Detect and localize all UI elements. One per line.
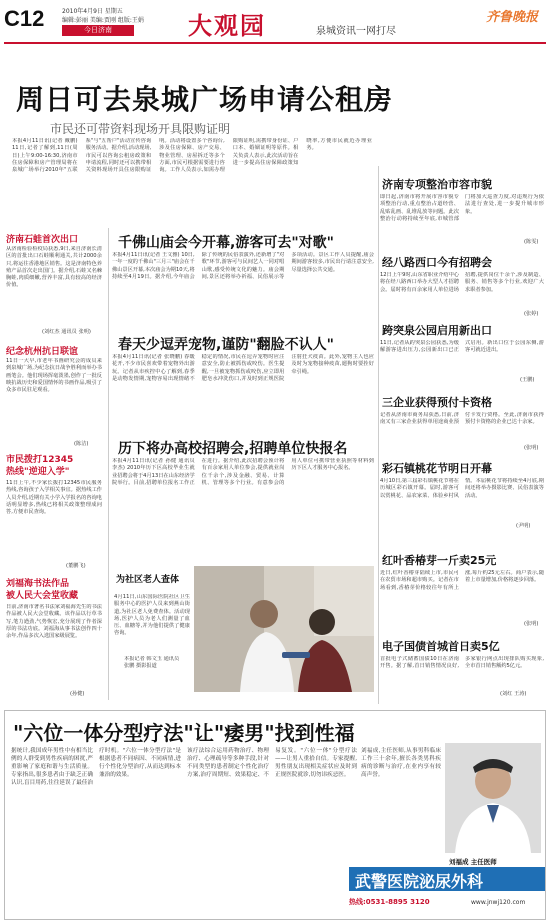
lead-body: 本报4月11日讯(记者 戴鹏) 11日,记者了解到,11日(周日)上午9:00-16:30,济南市住房保障和房产管理局将在泉城广场举行2010年"五联系"与"五帮户"活动宣传咨询服务活动。据介绍,活动现场,市民可以咨询公租房政策和申请流程,同时还可以携带相关资料现场开具住房限购证明。活动将设置多个咨询台,涉及住房保障、房产交易、物业管理、房屋拆迁等多个方面,市民可根据需要进行咨询。工作人员表示,如需办理限购证明,需携带身份证、户口本、婚姻证明等原件。相关负责人表示,此次活动旨在进一步提高住房保障政策知晓率,方便市民就近办理业务。 xyxy=(12,138,372,174)
right-item-title[interactable]: 红叶香椿芽一斤卖25元 xyxy=(382,554,497,567)
left-item-author: (孙健) xyxy=(70,691,85,697)
left-item-title[interactable]: 纪念杭州抗日联谊 xyxy=(6,347,79,357)
masthead-rule xyxy=(4,42,546,44)
right-item-body: 4月10日,第三届彩石镇桃花节将在历城区彩石镇开幕。届时,游客可以赏桃花、品农家菜、体验乡村风情。本届桃花节将持续至4月底,期间还将举办摄影比赛、民俗表演等活动。 xyxy=(380,478,544,499)
hospital-site[interactable]: www.jnwj120.com xyxy=(471,899,526,906)
right-item-body: 记者从济南市商务局获悉,日前,济南又有三家企业获得单用途商业预付卡发行资格。至此,济南市获得预付卡资格的企业已达十余家。 xyxy=(380,412,544,426)
left-item-title[interactable]: 刘福海书法作品 被人民大会堂收藏 xyxy=(6,579,79,601)
left-item-body: 从济南检验检疫局获悉,9日,来自济南长清区的首批出口石蛙顺利通关,共计2000余只,将运往香港地区销售。这是济南特色养殖产品首次走出国门。据介绍,石蛙又名棘胸蛙,肉质细嫩,营养丰富,具有较高的经济价值。 xyxy=(6,246,102,289)
left-column xyxy=(6,232,106,702)
lead-headline-box xyxy=(10,78,540,120)
right-item-body: 11日,记者从趵突泉公园获悉,为缓解游客进出压力,公园新出口已正式启用。新出口位于公园东侧,游客可就近进出。 xyxy=(380,340,544,354)
center-article3-headline[interactable]: 历下将办高校招聘会,招聘单位快报名 xyxy=(118,441,348,457)
right-item-author: (陈雯) xyxy=(524,239,539,245)
lead-headline: 周日可去泉城广场申请公租房 xyxy=(16,83,394,116)
doctor-illustration xyxy=(445,743,541,853)
staff-line: 编辑:彭丽 美编:贾刚 组版:王娟 xyxy=(62,17,144,24)
ad-body-left: 据统计,我国成年男性中有相当比例的人群受到男性疾病的困扰,严重影响了家庭和谐与生活质量。专家指出,很多患者由于缺乏正确认识,盲目用药,往往延误了最佳治疗时机。"六位一体分型疗法"是根据患者不同病因、不同病情,进行个性化分型治疗,从而达到标本兼治的效果。 xyxy=(11,748,181,786)
right-item-author: (刘红 王涛) xyxy=(500,691,527,697)
right-item-title[interactable]: 彩石镇桃花节明日开幕 xyxy=(382,462,492,475)
center-article3-body: 本报4月11日讯(记者 孙健 通讯员 李杰) 2010年历下区高校毕业生就业招聘会将于4月13日在山东经济学院举行。目前,招聘单位报名工作正在进行。据介绍,此次招聘会预计将有百余家用人单位参会,提供就业岗位千余个,涉及金融、贸易、计算机、管理等多个行业。有意参会的用人单位可携带营业执照等材料到历下区人才服务中心报名。 xyxy=(112,458,374,486)
left-item-body: 日前,济南市著名书法家刘福海先生的书法作品被人民大会堂收藏。该作品以行草书写,笔力遒劲,气势恢宏,充分展现了作者深厚的书法功底。刘福海从事书法创作四十余年,作品多次入选国家级展览。 xyxy=(6,604,102,640)
lead-subtitle: 市民还可带资料现场开具限购证明 xyxy=(50,122,231,136)
right-item-author: (尹明) xyxy=(516,523,531,529)
section-tab[interactable]: 今日济南 xyxy=(62,25,134,36)
ad-headline: "六位一体分型疗法"让"痿男"找到性福 xyxy=(13,721,355,745)
right-item-author: (张婷) xyxy=(524,311,539,317)
doctor-photo xyxy=(445,743,541,853)
right-item-author: (张明) xyxy=(524,621,539,627)
left-item-title[interactable]: 济南石蛙首次出口 xyxy=(6,235,79,245)
photo-caption-title: 为社区老人查体 xyxy=(116,575,180,585)
masthead xyxy=(0,0,550,50)
hospital-phone[interactable]: 热线:0531-8895 3120 xyxy=(349,898,430,906)
paper-name: 齐鲁晚报 xyxy=(486,10,539,25)
right-item-title[interactable]: 济南专项整治市容市貌 xyxy=(382,178,492,191)
date-line: 2010年4月9日 星期五 xyxy=(62,8,123,15)
center-article1-body: 本报4月11日讯(记者 王文雅) 10日,一年一度的千佛山"三月三"庙会在千佛山景区开幕,本次庙会为期10天,将持续至4月19日。据介绍,今年庙会除了传统的民俗表演外,还新增了"对歌"环节,游客可与民间艺人一同对唱山歌,感受传统文化的魅力。庙会期间,景区还将举办祈福、民俗展示等多项活动。景区工作人员提醒,庙会期间游客较多,市民出行请注意安全,尽量选择公共交通。 xyxy=(112,252,374,280)
right-column xyxy=(380,170,546,702)
page-code: C12 xyxy=(4,6,45,31)
right-item-title[interactable]: 电子国债首城首日卖5亿 xyxy=(382,640,500,653)
ad-block[interactable] xyxy=(4,710,546,920)
right-item-title[interactable]: 跨突泉公园启用新出口 xyxy=(382,324,492,337)
right-item-author: (王鹏) xyxy=(520,377,535,383)
right-item-body: 首批电子式储蓄国债10日在济南开售。据了解,首日销售情况良好,多家银行网点出现排队购买现象,全市首日销售额约5亿元。 xyxy=(380,656,544,670)
ad-body-right: 刘福成,主任医师,从事男科临床工作三十余年,擅长各类男科疾病的诊断与治疗,在业内享有较高声誉。 xyxy=(361,748,441,778)
ad-body-mid: 该疗法综合运用药物治疗、物理治疗、心理疏导等多种手段,针对不同类型的患者制定个性化治疗方案,治疗周期短、效果稳定、不易复发。"六位一体"分型疗法——让男人重拾自信。专家提醒,男性朋友出现相关症状应及时到正规医院就诊,切勿讳疾忌医。 xyxy=(187,748,357,778)
center-article2-headline[interactable]: 春天少逗弄宠物,谨防"翻脸不认人" xyxy=(118,337,334,353)
hospital-banner[interactable] xyxy=(349,867,545,891)
hospital-name: 武警医院泌尿外科 xyxy=(355,872,484,891)
community-photo xyxy=(194,566,374,692)
photo-caption-body: 4月11日,山东国际医院社区卫生服务中心的医护人员来到燕山街道,为社区老人免费查体。活动现场,医护人员为老人们测量了血压、血糖等,并为他们提供了健康咨询。 xyxy=(114,594,190,637)
column-divider xyxy=(108,228,109,700)
section-brand: 大观园 xyxy=(188,11,266,40)
left-item-author: (刘红杰 通讯员 张明) xyxy=(42,329,91,335)
photo-illustration xyxy=(194,566,374,692)
center-article1-headline[interactable]: 千佛山庙会今开幕,游客可去"对歌" xyxy=(118,235,334,251)
left-item-title[interactable]: 市民拨打12345 热线"逆迎入学" xyxy=(6,455,74,477)
right-item-title[interactable]: 三企业获得预付卡资格 xyxy=(382,396,492,409)
right-item-body: 近日,红叶香椿芽陆续上市,市民可在农贸市场和超市购买。记者在市场看到,香椿芽价格较往年有所上涨,每斤约25元左右。商户表示,随着上市量增加,价格将逐步回落。 xyxy=(380,570,544,591)
section-subtitle: 泉城资讯一网打尽 xyxy=(316,26,396,37)
doctor-caption: 刘福成 主任医师 xyxy=(449,858,497,866)
left-item-author: (董鹏飞) xyxy=(66,563,86,569)
left-item-body: 11日一大早,市老年书画研究会的成员来到泉城广场,为纪念抗日战争胜利而举办书画笔会。他们现场挥毫泼墨,创作了一批反映抗战历史和爱国情怀的书画作品,吸引了众多市民驻足观看。 xyxy=(6,358,102,394)
left-item-author: (陈洁) xyxy=(74,441,89,447)
center-article2-body: 本报4月11日讯(记者 张晓鹏) 春暖花开,不少市民喜欢带着宠物外出游玩。记者从市疾控中心了解到,春季是动物发情期,宠物容易出现情绪不稳定的情况,市民在逗弄宠物时应注意安全,防止被抓伤或咬伤。医生提醒,一旦被宠物抓伤或咬伤,应立即用肥皂水冲洗伤口,并及时到正规医院注射狂犬疫苗。此外,宠物主人也应及时为宠物接种疫苗,遛狗时要拴好牵引绳。 xyxy=(112,354,374,382)
right-item-title[interactable]: 经八路西口今有招聘会 xyxy=(382,256,492,269)
right-item-author: (张明) xyxy=(524,445,539,451)
left-item-body: 11日上午,不少家长拨打12345市民服务热线,咨询孩子入学相关事宜。据热线工作人员介绍,近期有关小学入学报名的咨询电话明显增多,热线已将相关政策整理成问答,方便市民查询。 xyxy=(6,480,102,516)
column-divider xyxy=(378,166,379,704)
right-item-body: 12日上午9时,山东省职业介绍中心将在经八路西口举办大型人才招聘会。届时将有百余家用人单位进场招聘,提供岗位千余个,涉及制造、服务、销售等多个行业,欢迎广大求职者参加。 xyxy=(380,272,544,293)
right-item-body: 即日起,济南市将开展市容市貌专项整治行动,重点整治占道经营、乱贴乱画、乱堆乱放等问题。此次整治行动将持续至年底,市城管部门将加大巡查力度,对违规行为依法进行查处,进一步提升城市形象。 xyxy=(380,194,544,222)
photo-caption-author: 本报记者 韩文玉 通讯员 张鹏 摄影报道 xyxy=(124,656,180,670)
